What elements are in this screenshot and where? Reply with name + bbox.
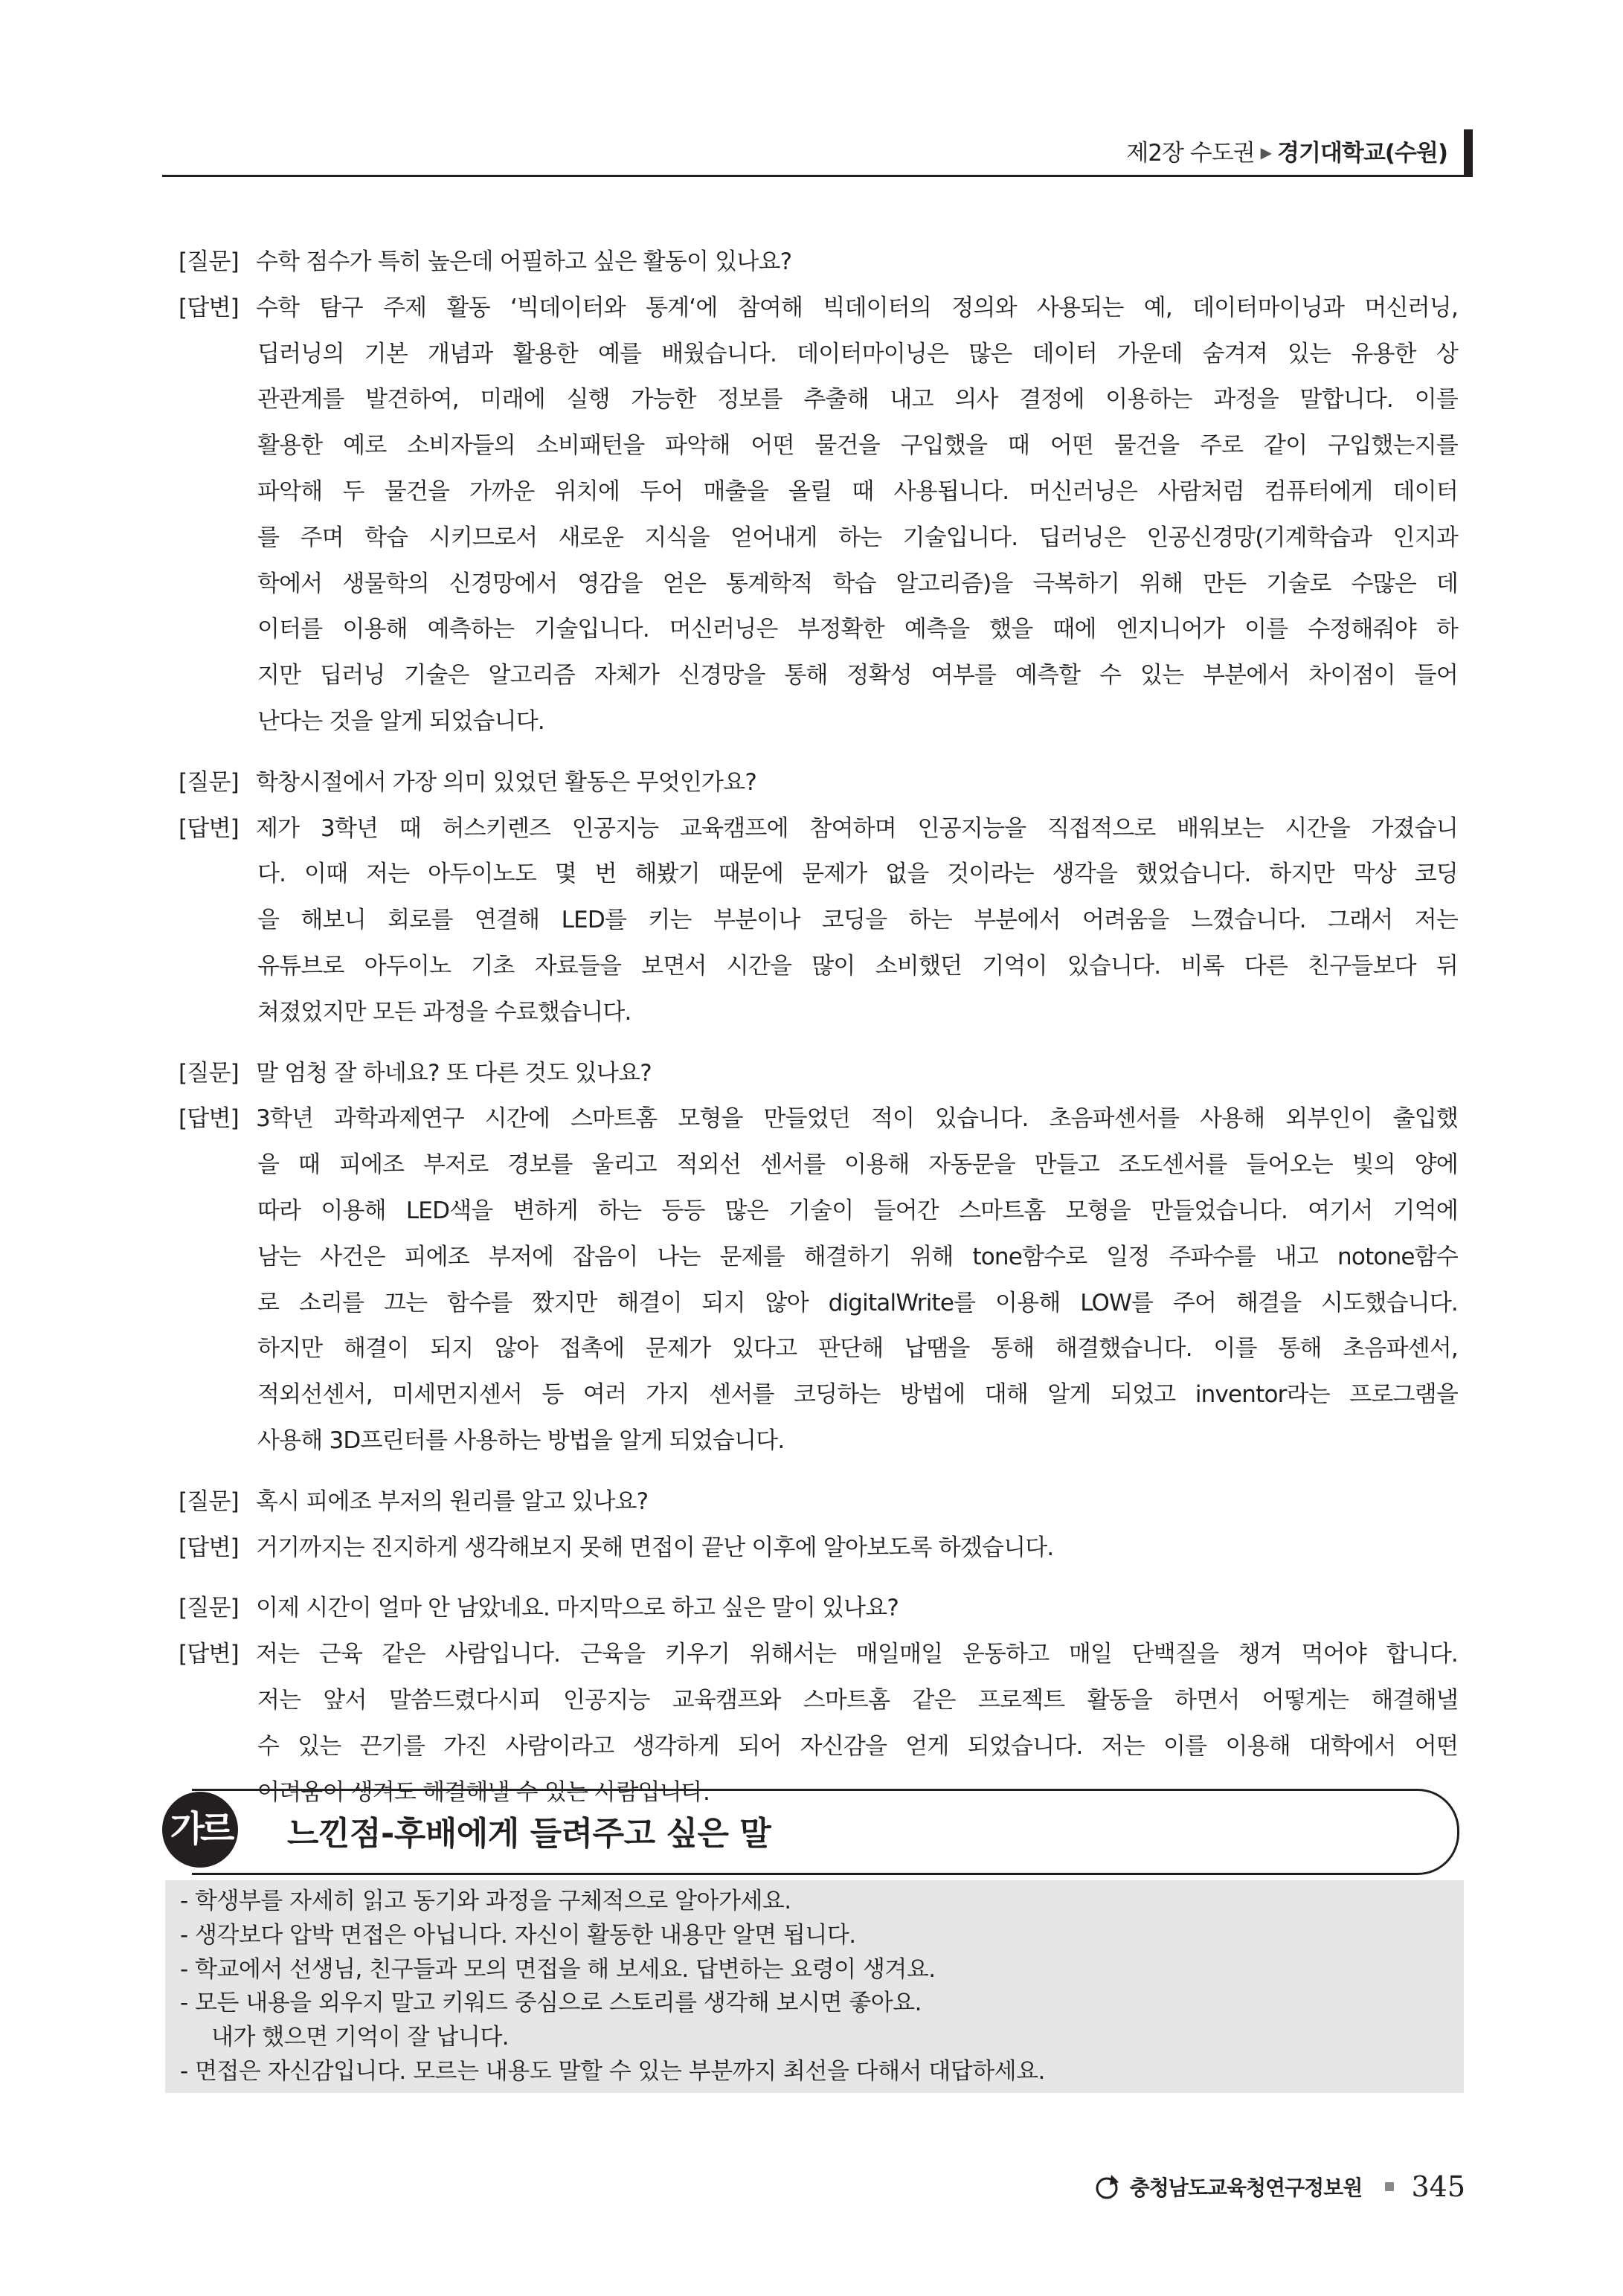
- question-text: 수학 점수가 특히 높은데 어필하고 싶은 활동이 있나요?: [256, 248, 792, 275]
- qa-block: [179, 239, 1458, 745]
- section-badge-icon: 가르: [162, 1792, 238, 1868]
- answer-line: [179, 607, 1458, 653]
- qa-block: [179, 1479, 1458, 1572]
- answer-line: [179, 1372, 1458, 1418]
- answer-line: [179, 332, 1458, 378]
- triangle-right-icon: ▶: [1260, 144, 1272, 161]
- answer-text: 다. 이때 저는 아두이노도 몇 번 해봤기 때문에 문제가 없을 것이라는 생각을 했었습니다. 하지만 막상 코딩: [257, 861, 1458, 888]
- question-tag: [질문]: [179, 1059, 239, 1087]
- answer-line: [179, 1235, 1458, 1281]
- answer-text: 활용한 예로 소비자들의 소비패턴을 파악해 어떤 물건을 구입했을 때 어떤 물건을 주로 같이 구입했는지를: [257, 432, 1458, 460]
- answer-text: 수 있는 끈기를 가진 사람이라고 생각하게 되어 자신감을 얻게 되었습니다. 저는 이를 이용해 대학에서 어떤: [257, 1732, 1458, 1760]
- header-rule: [162, 175, 1473, 177]
- answer-line: [179, 286, 1458, 332]
- answer-tag: [답변]: [179, 294, 239, 321]
- answer-text: 저는 앞서 말씀드렸다시피 인공지능 교육캠프와 스마트홈 같은 프로젝트 활동을 하면서 어떻게는 해결해낼: [257, 1686, 1458, 1714]
- answer-text: 저는 근육 같은 사람입니다. 근육을 키우기 위해서는 매일매일 운동하고 매일 단백질을 챙겨 먹어야 합니다.: [256, 1641, 1458, 1668]
- answer-text: 하지만 해결이 되지 않아 접촉에 문제가 있다고 판단해 납땜을 통해 해결했습니다. 이를 통해 초음파센서,: [257, 1335, 1458, 1363]
- answer-line: [179, 898, 1458, 944]
- answer-tag: [답변]: [179, 814, 239, 842]
- question-line: [179, 1586, 1458, 1632]
- answer-line: [179, 1678, 1458, 1724]
- answer-text: 딥러닝의 기본 개념과 활용한 예를 배웠습니다. 데이터마이닝은 많은 데이터 가운데 숨겨져 있는 유용한 상: [257, 340, 1458, 367]
- advice-item: - 생각보다 압박 면접은 아닙니다. 자신이 활동한 내용만 알면 됩니다.: [180, 1921, 856, 1949]
- answer-text: 3학년 과학과제연구 시간에 스마트홈 모형을 만들었던 적이 있습니다. 초음파센서를 사용해 외부인이 출입했: [256, 1105, 1458, 1133]
- header-chapter: 제2장 수도권: [1126, 140, 1255, 167]
- answer-text: 학에서 생물학의 신경망에서 영감을 얻은 통계학적 학습 알고리즘)을 극복하기 위해 만든 기술로 수많은 데: [257, 570, 1458, 597]
- answer-text: 제가 3학년 때 허스키렌즈 인공지능 교육캠프에 참여하며 인공지능을 직접적으로 배워보는 시간을 가졌습니: [256, 814, 1458, 842]
- answer-line: [179, 990, 1458, 1036]
- answer-text: 을 때 피에조 부저로 경보를 울리고 적외선 센서를 이용해 자동문을 만들고 조도센서를 들어오는 빛의 양에: [257, 1151, 1458, 1179]
- answer-line: [179, 562, 1458, 608]
- answer-text: 쳐졌었지만 모든 과정을 수료했습니다.: [257, 998, 631, 1026]
- question-tag: [질문]: [179, 1595, 239, 1622]
- question-line: [179, 239, 1458, 286]
- answer-line: [179, 1189, 1458, 1235]
- answer-line: [179, 1281, 1458, 1327]
- org-logo-icon: [1093, 2172, 1123, 2202]
- answer-line: [179, 699, 1458, 745]
- header-bar: [1464, 129, 1473, 177]
- answer-line: [179, 852, 1458, 898]
- answer-line: [179, 1525, 1458, 1572]
- question-text: 이제 시간이 얼마 안 남았네요. 마지막으로 하고 싶은 말이 있나요?: [256, 1595, 899, 1622]
- qa-block: [179, 1586, 1458, 1816]
- advice-item: - 학교에서 선생님, 친구들과 모의 면접을 해 보세요. 답변하는 요령이 생겨요.: [180, 1955, 936, 1983]
- answer-text: 로 소리를 끄는 함수를 짰지만 해결이 되지 않아 digitalWrite를 이용해 LOW를 주어 해결을 시도했습니다.: [257, 1289, 1458, 1316]
- page-number: 345: [1411, 2170, 1465, 2203]
- qa-block: [179, 1051, 1458, 1464]
- answer-line: [179, 1418, 1458, 1464]
- footer-organization: 충청남도교육청연구정보원: [1129, 2176, 1363, 2200]
- advice-item: - 학생부를 자세히 읽고 동기와 과정을 구체적으로 알아가세요.: [180, 1888, 791, 1914]
- advice-item: - 모든 내용을 외우지 말고 키워드 중심으로 스토리를 생각해 보시면 좋아요.: [180, 1990, 922, 2017]
- answer-text: 거기까지는 진지하게 생각해보지 못해 면접이 끝난 이후에 알아보도록 하겠습니다.: [256, 1534, 1054, 1561]
- question-text: 학창시절에서 가장 의미 있었던 활동은 무엇인가요?: [256, 768, 756, 796]
- answer-text: 지만 딥러닝 기술은 알고리즘 자체가 신경망을 통해 정확성 여부를 예측할 수 있는 부분에서 차이점이 들어: [257, 662, 1458, 689]
- header-university: 경기대학교(수원): [1277, 140, 1447, 167]
- advice-item-continued: 내가 했으면 기억이 잘 납니다.: [211, 2024, 510, 2051]
- question-tag: [질문]: [179, 248, 239, 275]
- answer-text: 를 주며 학습 시키므로서 새로운 지식을 얻어내게 하는 기술입니다. 딥러닝은 인공신경망(기계학습과 인지과: [257, 524, 1458, 551]
- qa-block: [179, 760, 1458, 1036]
- answer-line: [179, 944, 1458, 990]
- page-footer: [1093, 2170, 1465, 2215]
- answer-line: [179, 1142, 1458, 1189]
- question-line: [179, 1051, 1458, 1097]
- section-header: [162, 1789, 1459, 1872]
- answer-line: [179, 1096, 1458, 1142]
- advice-box: [165, 1880, 1464, 2093]
- interview-qa: [179, 239, 1458, 1830]
- answer-text: 어려움이 생겨도 해결해낼 수 있는 사람입니다.: [257, 1778, 710, 1806]
- answer-line: [179, 377, 1458, 423]
- question-line: [179, 760, 1458, 806]
- footer-separator: [1385, 2182, 1394, 2191]
- answer-line: [179, 423, 1458, 469]
- answer-text: 적외선센서, 미세먼지센서 등 여러 가지 센서를 코딩하는 방법에 대해 알게 되었고 inventor라는 프로그램을: [257, 1381, 1458, 1409]
- question-text: 혹시 피에조 부저의 원리를 알고 있나요?: [256, 1488, 649, 1515]
- answer-line: [179, 1724, 1458, 1770]
- question-tag: [질문]: [179, 768, 239, 796]
- answer-tag: [답변]: [179, 1641, 239, 1668]
- question-line: [179, 1479, 1458, 1525]
- answer-text: 수학 탐구 주제 활동 ‘빅데이터와 통계‘에 참여해 빅데이터의 정의와 사용되는 예, 데이터마이닝과 머신러닝,: [256, 294, 1458, 321]
- advice-item: - 면접은 자신감입니다. 모르는 내용도 말할 수 있는 부분까지 최선을 다해서 대답하세요.: [180, 2057, 1045, 2085]
- answer-text: 유튜브로 아두이노 기초 자료들을 보면서 시간을 많이 소비했던 기억이 있습니다. 비록 다른 친구들보다 뒤: [257, 952, 1458, 980]
- answer-text: 파악해 두 물건을 가까운 위치에 두어 매출을 올릴 때 사용됩니다. 머신러닝은 사람처럼 컴퓨터에게 데이터: [257, 477, 1458, 505]
- answer-line: [179, 515, 1458, 562]
- answer-line: [179, 1632, 1458, 1678]
- answer-line: [179, 1326, 1458, 1372]
- section-title: 느낀점-후배에게 들려주고 싶은 말: [287, 1815, 771, 1853]
- answer-text: 이터를 이용해 예측하는 기술입니다. 머신러닝은 부정확한 예측을 했을 때에 엔지니어가 이를 수정해줘야 하: [257, 616, 1458, 643]
- answer-tag: [답변]: [179, 1105, 239, 1133]
- answer-text: 난다는 것을 알게 되었습니다.: [257, 707, 544, 735]
- answer-text: 따라 이용해 LED색을 변하게 하는 등등 많은 기술이 들어간 스마트홈 모형을 만들었습니다. 여기서 기억에: [257, 1197, 1458, 1224]
- header-breadcrumb: [1126, 134, 1447, 167]
- answer-text: 사용해 3D프린터를 사용하는 방법을 알게 되었습니다.: [257, 1427, 785, 1454]
- running-header: [162, 128, 1473, 177]
- answer-line: [179, 469, 1458, 515]
- answer-tag: [답변]: [179, 1534, 239, 1561]
- question-text: 말 엄청 잘 하네요? 또 다른 것도 있나요?: [256, 1059, 652, 1087]
- answer-line: [179, 653, 1458, 699]
- answer-line: [179, 806, 1458, 852]
- answer-text: 을 해보니 회로를 연결해 LED를 키는 부분이나 코딩을 하는 부분에서 어려움을 느꼈습니다. 그래서 저는: [257, 907, 1458, 934]
- question-tag: [질문]: [179, 1488, 239, 1515]
- answer-text: 관관계를 발견하여, 미래에 실행 가능한 정보를 추출해 내고 의사 결정에 이용하는 과정을 말합니다. 이를: [257, 386, 1458, 414]
- answer-text: 남는 사건은 피에조 부저에 잡음이 나는 문제를 해결하기 위해 tone함수로 일정 주파수를 내고 notone함수: [257, 1243, 1458, 1270]
